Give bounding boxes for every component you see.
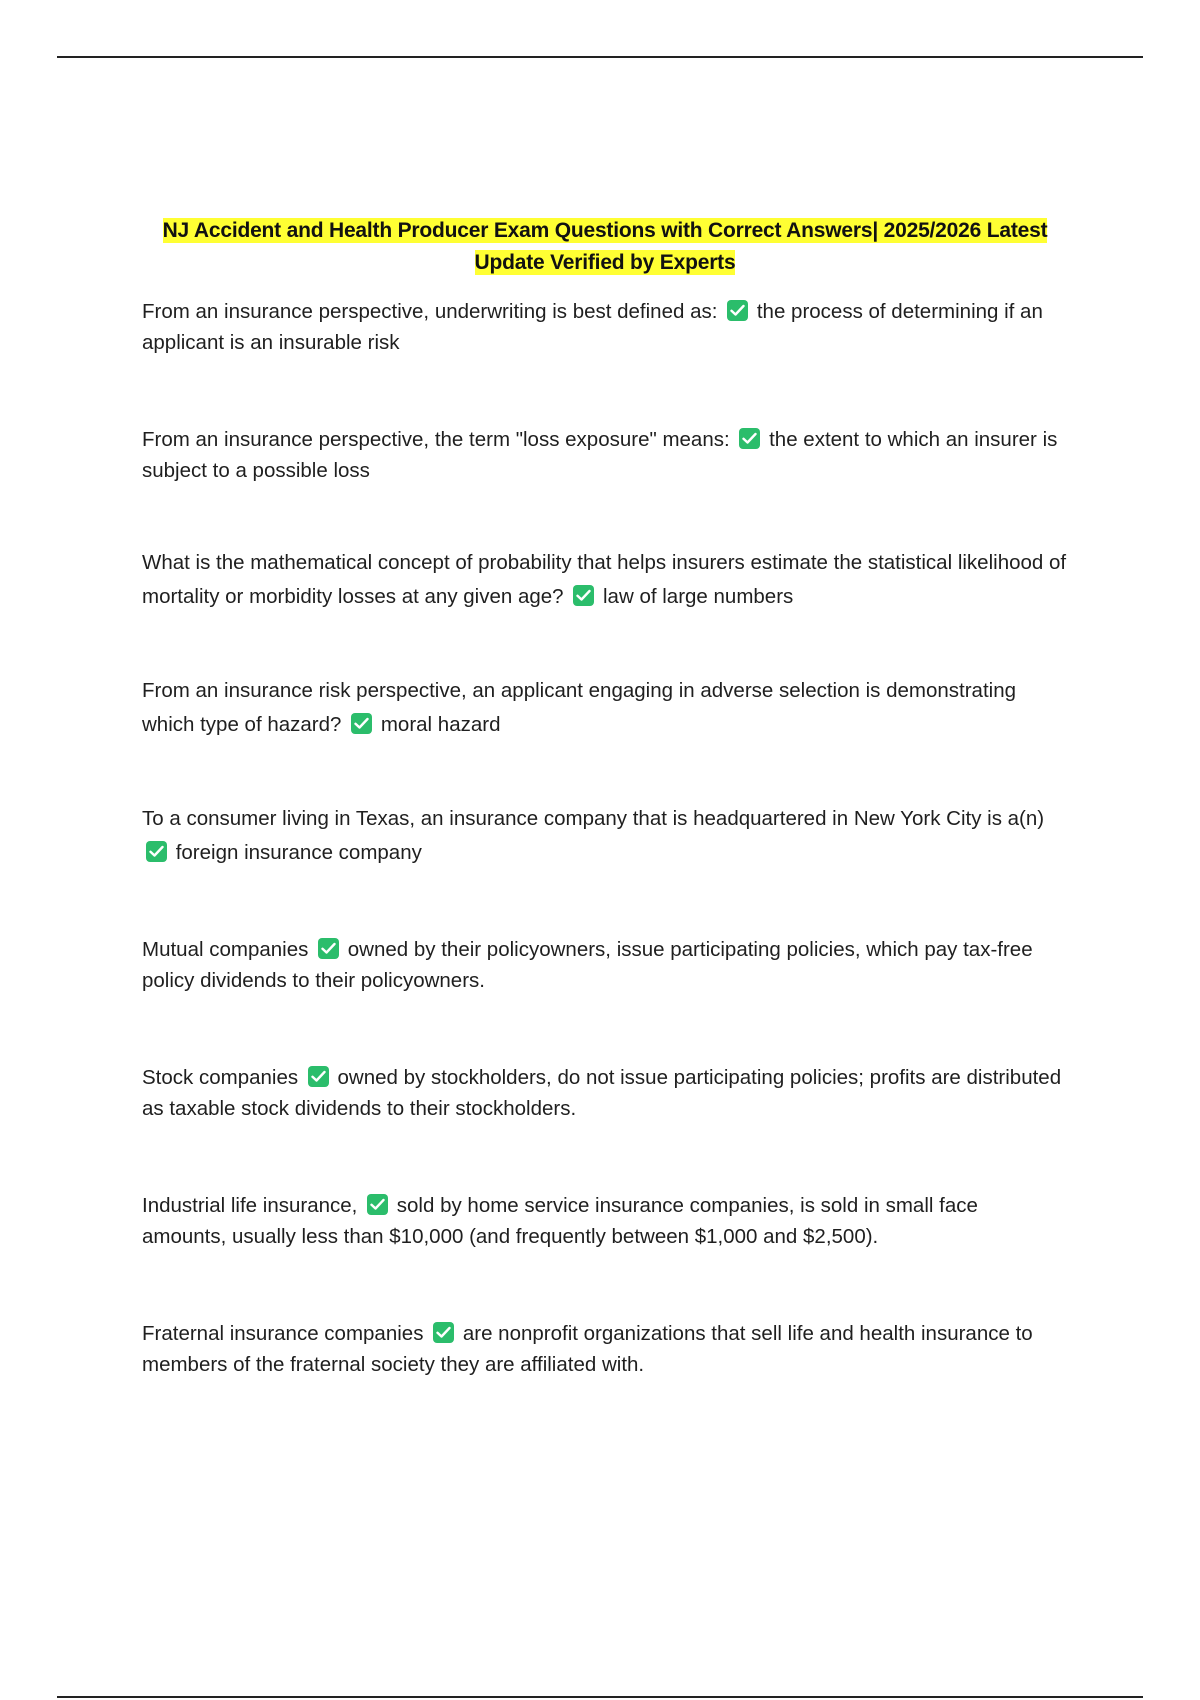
check-mark-icon xyxy=(318,938,339,959)
document-title xyxy=(140,215,1070,279)
check-mark-icon xyxy=(573,585,594,606)
footer-rule xyxy=(57,1696,1143,1698)
question-text: What is the mathematical concept of probability that helps insurers estimate the statistical likelihood of mortality or morbidity losses at any given age? xyxy=(142,551,1067,608)
answer-text: sold by home service insurance companies, is sold in small face amounts, usually less than $10,000 (and frequently between $1,000 and $2,500). xyxy=(142,1194,978,1248)
qa-item xyxy=(142,546,1067,614)
question-text: From an insurance perspective, the term "loss exposure" means: xyxy=(142,428,730,451)
question-text: Stock companies xyxy=(142,1066,299,1089)
question-text: From an insurance risk perspective, an applicant engaging in adverse selection is demonstrating which type of hazard? xyxy=(142,679,1017,736)
question-text: From an insurance perspective, underwriting is best defined as: xyxy=(142,300,718,323)
title-highlight: NJ Accident and Health Producer Exam Questions with Correct Answers| 2025/2026 Latest Update Verified by Experts xyxy=(162,219,1048,274)
qa-item xyxy=(142,1318,1067,1380)
answer-text: the process of determining if an applicant is an insurable risk xyxy=(142,300,1043,354)
question-text: Fraternal insurance companies xyxy=(142,1322,424,1345)
question-text: Mutual companies xyxy=(142,938,309,961)
check-mark-icon xyxy=(308,1066,329,1087)
answer-text: foreign insurance company xyxy=(175,841,422,864)
question-text: Industrial life insurance, xyxy=(142,1194,358,1217)
check-mark-icon xyxy=(367,1194,388,1215)
check-mark-icon xyxy=(739,428,760,449)
answer-text: owned by stockholders, do not issue participating policies; profits are distributed as taxable stock dividends to their stockholders. xyxy=(142,1066,1062,1120)
check-mark-icon xyxy=(351,713,372,734)
qa-item xyxy=(142,424,1067,486)
check-mark-icon xyxy=(727,300,748,321)
qa-item xyxy=(142,934,1067,996)
check-mark-icon xyxy=(433,1322,454,1343)
qa-item xyxy=(142,296,1067,358)
check-mark-icon xyxy=(146,841,167,862)
answer-text: moral hazard xyxy=(380,713,501,736)
answer-text: law of large numbers xyxy=(603,585,794,608)
question-text: To a consumer living in Texas, an insurance company that is headquartered in New York City is a(n) xyxy=(142,807,1045,830)
qa-item xyxy=(142,674,1067,742)
answer-text: are nonprofit organizations that sell life and health insurance to members of the fraternal society they are affiliated with. xyxy=(142,1322,1033,1376)
answer-text: owned by their policyowners, issue participating policies, which pay tax-free policy dividends to their policyowners. xyxy=(142,938,1033,992)
header-rule xyxy=(57,56,1143,58)
qa-item xyxy=(142,1062,1067,1124)
qa-item xyxy=(142,802,1067,870)
qa-item xyxy=(142,1190,1067,1252)
answer-text: the extent to which an insurer is subject to a possible loss xyxy=(142,428,1058,482)
